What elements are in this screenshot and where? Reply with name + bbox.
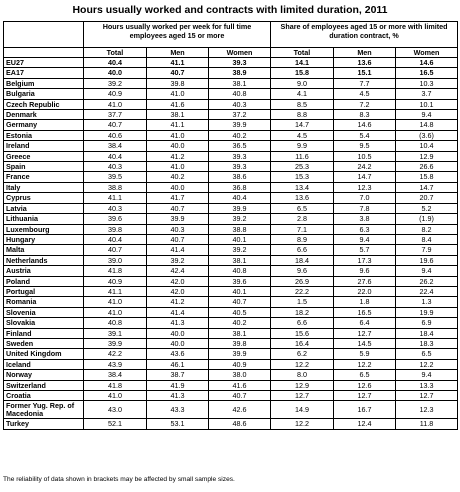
share-women-cell: 26.2 <box>396 276 458 286</box>
hours-men-cell: 40.2 <box>147 172 209 182</box>
hours-men-cell: 41.4 <box>147 245 209 255</box>
hours-men-cell: 41.2 <box>147 297 209 307</box>
share-total-cell: 12.7 <box>271 391 334 401</box>
share-women-cell: 8.2 <box>396 224 458 234</box>
share-total-cell: 14.9 <box>271 401 334 419</box>
hours-men-cell: 42.0 <box>147 286 209 296</box>
hours-men-cell: 41.0 <box>147 130 209 140</box>
hours-women-cell: 40.1 <box>209 286 271 296</box>
share-men-cell: 6.5 <box>334 370 396 380</box>
share-total-cell: 12.2 <box>271 419 334 429</box>
table-row <box>4 89 458 99</box>
share-total-cell: 6.6 <box>271 318 334 328</box>
country-cell: EU27 <box>4 58 84 68</box>
table-row <box>4 318 458 328</box>
share-total-cell: 7.1 <box>271 224 334 234</box>
share-men-cell: 12.7 <box>334 391 396 401</box>
country-cell: Greece <box>4 151 84 161</box>
share-women-cell: 5.2 <box>396 203 458 213</box>
hours-women-cell: 39.2 <box>209 245 271 255</box>
hours-men-cell: 41.9 <box>147 380 209 390</box>
share-men-cell: 5.4 <box>334 130 396 140</box>
share-women-cell: 10.3 <box>396 78 458 88</box>
share-men-cell: 5.7 <box>334 245 396 255</box>
hours-total-cell: 43.9 <box>84 359 147 369</box>
country-cell: Romania <box>4 297 84 307</box>
hours-total-cell: 40.9 <box>84 89 147 99</box>
table-row <box>4 224 458 234</box>
hours-total-cell: 40.4 <box>84 151 147 161</box>
share-total-cell: 8.8 <box>271 110 334 120</box>
hours-women-cell: 38.8 <box>209 224 271 234</box>
country-cell: Netherlands <box>4 255 84 265</box>
hours-men-cell: 53.1 <box>147 419 209 429</box>
hours-women-cell: 40.8 <box>209 89 271 99</box>
table-row <box>4 68 458 78</box>
country-cell: Iceland <box>4 359 84 369</box>
share-women-cell: 14.8 <box>396 120 458 130</box>
share-women-cell: 9.4 <box>396 370 458 380</box>
table-body <box>4 58 458 430</box>
country-cell: Austria <box>4 266 84 276</box>
share-women-cell: 11.8 <box>396 419 458 429</box>
table-row <box>4 162 458 172</box>
data-table <box>3 21 458 430</box>
table-row <box>4 359 458 369</box>
country-cell: Italy <box>4 182 84 192</box>
hours-women-cell: 36.8 <box>209 182 271 192</box>
hours-men-cell: 41.0 <box>147 162 209 172</box>
hours-total-cell: 41.0 <box>84 99 147 109</box>
table-row <box>4 391 458 401</box>
hours-women-cell: 40.8 <box>209 266 271 276</box>
hours-total-cell: 40.3 <box>84 162 147 172</box>
share-total-cell: 14.1 <box>271 58 334 68</box>
header-hours-women: Women <box>209 48 271 58</box>
country-cell: Turkey <box>4 419 84 429</box>
hours-men-cell: 40.0 <box>147 328 209 338</box>
header-share-group: Share of employees aged 15 or more with limited duration contract, % <box>271 22 458 48</box>
table-row <box>4 182 458 192</box>
table-row <box>4 307 458 317</box>
table-row <box>4 349 458 359</box>
header-share-total: Total <box>271 48 334 58</box>
country-cell: Cyprus <box>4 193 84 203</box>
hours-total-cell: 39.6 <box>84 214 147 224</box>
table-row <box>4 328 458 338</box>
table-row <box>4 110 458 120</box>
share-total-cell: 11.6 <box>271 151 334 161</box>
share-total-cell: 12.9 <box>271 380 334 390</box>
country-cell: Poland <box>4 276 84 286</box>
table-row <box>4 266 458 276</box>
share-men-cell: 6.3 <box>334 224 396 234</box>
share-total-cell: 26.9 <box>271 276 334 286</box>
country-cell: Luxembourg <box>4 224 84 234</box>
country-cell: EA17 <box>4 68 84 78</box>
country-cell: Sweden <box>4 338 84 348</box>
share-total-cell: 2.8 <box>271 214 334 224</box>
country-cell: Germany <box>4 120 84 130</box>
hours-total-cell: 39.9 <box>84 338 147 348</box>
country-cell: Switzerland <box>4 380 84 390</box>
country-cell: Finland <box>4 328 84 338</box>
hours-total-cell: 40.4 <box>84 58 147 68</box>
hours-men-cell: 41.0 <box>147 89 209 99</box>
share-women-cell: 18.4 <box>396 328 458 338</box>
header-share-men: Men <box>334 48 396 58</box>
hours-total-cell: 39.1 <box>84 328 147 338</box>
table-row <box>4 297 458 307</box>
hours-total-cell: 40.3 <box>84 203 147 213</box>
share-women-cell: 7.9 <box>396 245 458 255</box>
hours-total-cell: 39.8 <box>84 224 147 234</box>
hours-men-cell: 40.7 <box>147 203 209 213</box>
hours-women-cell: 39.3 <box>209 58 271 68</box>
header-share-women: Women <box>396 48 458 58</box>
share-men-cell: 14.7 <box>334 172 396 182</box>
hours-women-cell: 39.3 <box>209 162 271 172</box>
country-cell: Denmark <box>4 110 84 120</box>
share-men-cell: 9.4 <box>334 234 396 244</box>
share-women-cell: 15.8 <box>396 172 458 182</box>
share-women-cell: 26.6 <box>396 162 458 172</box>
country-cell: Latvia <box>4 203 84 213</box>
country-cell: Hungary <box>4 234 84 244</box>
hours-men-cell: 46.1 <box>147 359 209 369</box>
hours-total-cell: 40.4 <box>84 234 147 244</box>
footnote: The reliability of data shown in brackets may be affected by small sample sizes. <box>3 476 235 483</box>
share-men-cell: 3.8 <box>334 214 396 224</box>
hours-women-cell: 40.7 <box>209 391 271 401</box>
hours-men-cell: 41.2 <box>147 151 209 161</box>
country-cell: Portugal <box>4 286 84 296</box>
hours-women-cell: 40.2 <box>209 130 271 140</box>
share-men-cell: 12.4 <box>334 419 396 429</box>
share-total-cell: 8.5 <box>271 99 334 109</box>
share-women-cell: 10.4 <box>396 141 458 151</box>
share-total-cell: 4.1 <box>271 89 334 99</box>
table-row <box>4 99 458 109</box>
hours-total-cell: 40.0 <box>84 68 147 78</box>
hours-women-cell: 42.6 <box>209 401 271 419</box>
share-total-cell: 8.9 <box>271 234 334 244</box>
share-total-cell: 15.8 <box>271 68 334 78</box>
hours-total-cell: 39.0 <box>84 255 147 265</box>
hours-men-cell: 40.0 <box>147 141 209 151</box>
share-total-cell: 25.3 <box>271 162 334 172</box>
share-men-cell: 17.3 <box>334 255 396 265</box>
country-cell: Ireland <box>4 141 84 151</box>
share-total-cell: 6.5 <box>271 203 334 213</box>
country-cell: Croatia <box>4 391 84 401</box>
share-women-cell: 14.6 <box>396 58 458 68</box>
hours-total-cell: 43.0 <box>84 401 147 419</box>
hours-men-cell: 38.7 <box>147 370 209 380</box>
table-row <box>4 338 458 348</box>
hours-men-cell: 40.0 <box>147 182 209 192</box>
header-blank <box>4 22 84 48</box>
share-total-cell: 13.6 <box>271 193 334 203</box>
hours-women-cell: 39.9 <box>209 349 271 359</box>
share-total-cell: 22.2 <box>271 286 334 296</box>
share-women-cell: 3.7 <box>396 89 458 99</box>
share-women-cell: 22.4 <box>396 286 458 296</box>
share-men-cell: 13.6 <box>334 58 396 68</box>
hours-total-cell: 38.8 <box>84 182 147 192</box>
table-row <box>4 276 458 286</box>
share-total-cell: 6.2 <box>271 349 334 359</box>
country-cell: Belgium <box>4 78 84 88</box>
hours-women-cell: 41.6 <box>209 380 271 390</box>
hours-women-cell: 38.9 <box>209 68 271 78</box>
table-row <box>4 380 458 390</box>
share-women-cell: 12.9 <box>396 151 458 161</box>
header-blank-sub <box>4 48 84 58</box>
country-cell: Slovenia <box>4 307 84 317</box>
share-total-cell: 4.5 <box>271 130 334 140</box>
country-cell: Spain <box>4 162 84 172</box>
hours-men-cell: 40.7 <box>147 234 209 244</box>
table-row <box>4 78 458 88</box>
hours-women-cell: 38.0 <box>209 370 271 380</box>
share-men-cell: 22.0 <box>334 286 396 296</box>
hours-men-cell: 42.4 <box>147 266 209 276</box>
share-women-cell: (3.6) <box>396 130 458 140</box>
hours-women-cell: 36.5 <box>209 141 271 151</box>
hours-total-cell: 37.7 <box>84 110 147 120</box>
hours-men-cell: 41.4 <box>147 307 209 317</box>
share-men-cell: 7.2 <box>334 99 396 109</box>
share-women-cell: 6.9 <box>396 318 458 328</box>
share-total-cell: 1.5 <box>271 297 334 307</box>
hours-men-cell: 41.3 <box>147 318 209 328</box>
hours-men-cell: 43.3 <box>147 401 209 419</box>
country-cell: Former Yug. Rep. of Macedonia <box>4 401 84 419</box>
share-women-cell: 9.4 <box>396 110 458 120</box>
hours-men-cell: 40.3 <box>147 224 209 234</box>
share-men-cell: 7.0 <box>334 193 396 203</box>
table-row <box>4 120 458 130</box>
header-hours-total: Total <box>84 48 147 58</box>
hours-men-cell: 40.7 <box>147 68 209 78</box>
table-row <box>4 419 458 429</box>
share-men-cell: 7.8 <box>334 203 396 213</box>
share-women-cell: 18.3 <box>396 338 458 348</box>
hours-total-cell: 40.6 <box>84 130 147 140</box>
table-row <box>4 370 458 380</box>
country-cell: Norway <box>4 370 84 380</box>
table-row <box>4 214 458 224</box>
hours-women-cell: 38.6 <box>209 172 271 182</box>
share-men-cell: 24.2 <box>334 162 396 172</box>
share-men-cell: 16.7 <box>334 401 396 419</box>
country-cell: Lithuania <box>4 214 84 224</box>
table-row <box>4 141 458 151</box>
hours-total-cell: 41.1 <box>84 286 147 296</box>
country-cell: Estonia <box>4 130 84 140</box>
hours-men-cell: 42.0 <box>147 276 209 286</box>
share-women-cell: 19.9 <box>396 307 458 317</box>
share-women-cell: 13.3 <box>396 380 458 390</box>
hours-men-cell: 41.7 <box>147 193 209 203</box>
hours-women-cell: 40.4 <box>209 193 271 203</box>
share-men-cell: 4.5 <box>334 89 396 99</box>
share-men-cell: 5.9 <box>334 349 396 359</box>
table-row <box>4 401 458 419</box>
hours-total-cell: 52.1 <box>84 419 147 429</box>
share-women-cell: 12.7 <box>396 391 458 401</box>
share-women-cell: 16.5 <box>396 68 458 78</box>
hours-women-cell: 38.1 <box>209 328 271 338</box>
country-cell: France <box>4 172 84 182</box>
hours-total-cell: 41.0 <box>84 307 147 317</box>
hours-total-cell: 40.8 <box>84 318 147 328</box>
share-women-cell: 1.3 <box>396 297 458 307</box>
share-women-cell: 8.4 <box>396 234 458 244</box>
share-men-cell: 12.3 <box>334 182 396 192</box>
share-total-cell: 18.2 <box>271 307 334 317</box>
hours-women-cell: 39.3 <box>209 151 271 161</box>
share-women-cell: 12.2 <box>396 359 458 369</box>
share-total-cell: 18.4 <box>271 255 334 265</box>
hours-women-cell: 39.9 <box>209 120 271 130</box>
hours-total-cell: 41.0 <box>84 391 147 401</box>
share-total-cell: 9.0 <box>271 78 334 88</box>
table-row <box>4 234 458 244</box>
page-title: Hours usually worked and contracts with limited duration, 2011 <box>72 4 388 16</box>
share-men-cell: 9.6 <box>334 266 396 276</box>
share-men-cell: 12.6 <box>334 380 396 390</box>
table-row <box>4 193 458 203</box>
hours-total-cell: 38.4 <box>84 141 147 151</box>
hours-men-cell: 41.6 <box>147 99 209 109</box>
share-women-cell: 9.4 <box>396 266 458 276</box>
share-total-cell: 15.3 <box>271 172 334 182</box>
hours-women-cell: 40.7 <box>209 297 271 307</box>
share-men-cell: 10.5 <box>334 151 396 161</box>
hours-women-cell: 39.8 <box>209 338 271 348</box>
hours-men-cell: 39.2 <box>147 255 209 265</box>
share-women-cell: 19.6 <box>396 255 458 265</box>
share-men-cell: 14.6 <box>334 120 396 130</box>
hours-men-cell: 43.6 <box>147 349 209 359</box>
hours-women-cell: 38.1 <box>209 255 271 265</box>
hours-total-cell: 40.7 <box>84 120 147 130</box>
hours-total-cell: 38.4 <box>84 370 147 380</box>
country-cell: United Kingdom <box>4 349 84 359</box>
hours-men-cell: 39.8 <box>147 78 209 88</box>
table-row <box>4 172 458 182</box>
share-total-cell: 6.6 <box>271 245 334 255</box>
hours-women-cell: 39.2 <box>209 214 271 224</box>
header-hours-men: Men <box>147 48 209 58</box>
hours-women-cell: 37.2 <box>209 110 271 120</box>
hours-total-cell: 42.2 <box>84 349 147 359</box>
hours-total-cell: 40.7 <box>84 245 147 255</box>
hours-men-cell: 41.3 <box>147 391 209 401</box>
share-total-cell: 14.7 <box>271 120 334 130</box>
table-row <box>4 255 458 265</box>
share-men-cell: 14.5 <box>334 338 396 348</box>
share-women-cell: 6.5 <box>396 349 458 359</box>
hours-men-cell: 38.1 <box>147 110 209 120</box>
hours-total-cell: 39.2 <box>84 78 147 88</box>
share-men-cell: 7.7 <box>334 78 396 88</box>
share-men-cell: 16.5 <box>334 307 396 317</box>
share-women-cell: 12.3 <box>396 401 458 419</box>
share-men-cell: 9.5 <box>334 141 396 151</box>
hours-men-cell: 39.9 <box>147 214 209 224</box>
share-men-cell: 1.8 <box>334 297 396 307</box>
hours-men-cell: 40.0 <box>147 338 209 348</box>
share-total-cell: 12.2 <box>271 359 334 369</box>
hours-total-cell: 41.1 <box>84 193 147 203</box>
table-row <box>4 203 458 213</box>
hours-total-cell: 41.0 <box>84 297 147 307</box>
hours-men-cell: 41.1 <box>147 120 209 130</box>
table-row <box>4 130 458 140</box>
table-row <box>4 286 458 296</box>
country-cell: Bulgaria <box>4 89 84 99</box>
hours-women-cell: 38.1 <box>209 78 271 88</box>
country-cell: Czech Republic <box>4 99 84 109</box>
share-women-cell: 10.1 <box>396 99 458 109</box>
share-women-cell: (1.9) <box>396 214 458 224</box>
share-women-cell: 20.7 <box>396 193 458 203</box>
hours-women-cell: 39.9 <box>209 203 271 213</box>
share-total-cell: 9.9 <box>271 141 334 151</box>
hours-total-cell: 39.5 <box>84 172 147 182</box>
share-total-cell: 13.4 <box>271 182 334 192</box>
table-row <box>4 245 458 255</box>
hours-women-cell: 40.3 <box>209 99 271 109</box>
share-total-cell: 9.6 <box>271 266 334 276</box>
share-men-cell: 15.1 <box>334 68 396 78</box>
share-men-cell: 6.4 <box>334 318 396 328</box>
share-total-cell: 8.0 <box>271 370 334 380</box>
share-men-cell: 27.6 <box>334 276 396 286</box>
hours-total-cell: 40.9 <box>84 276 147 286</box>
country-cell: Slovakia <box>4 318 84 328</box>
share-men-cell: 12.7 <box>334 328 396 338</box>
share-total-cell: 16.4 <box>271 338 334 348</box>
hours-total-cell: 41.8 <box>84 266 147 276</box>
hours-men-cell: 41.1 <box>147 58 209 68</box>
hours-women-cell: 40.1 <box>209 234 271 244</box>
share-total-cell: 15.6 <box>271 328 334 338</box>
country-cell: Malta <box>4 245 84 255</box>
hours-women-cell: 40.9 <box>209 359 271 369</box>
share-women-cell: 14.7 <box>396 182 458 192</box>
hours-women-cell: 39.6 <box>209 276 271 286</box>
hours-total-cell: 41.8 <box>84 380 147 390</box>
hours-women-cell: 40.5 <box>209 307 271 317</box>
share-men-cell: 8.3 <box>334 110 396 120</box>
share-men-cell: 12.2 <box>334 359 396 369</box>
hours-women-cell: 48.6 <box>209 419 271 429</box>
table-row <box>4 151 458 161</box>
hours-women-cell: 40.2 <box>209 318 271 328</box>
header-hours-group: Hours usually worked per week for full time employees aged 15 or more <box>84 22 271 48</box>
table-row <box>4 58 458 68</box>
